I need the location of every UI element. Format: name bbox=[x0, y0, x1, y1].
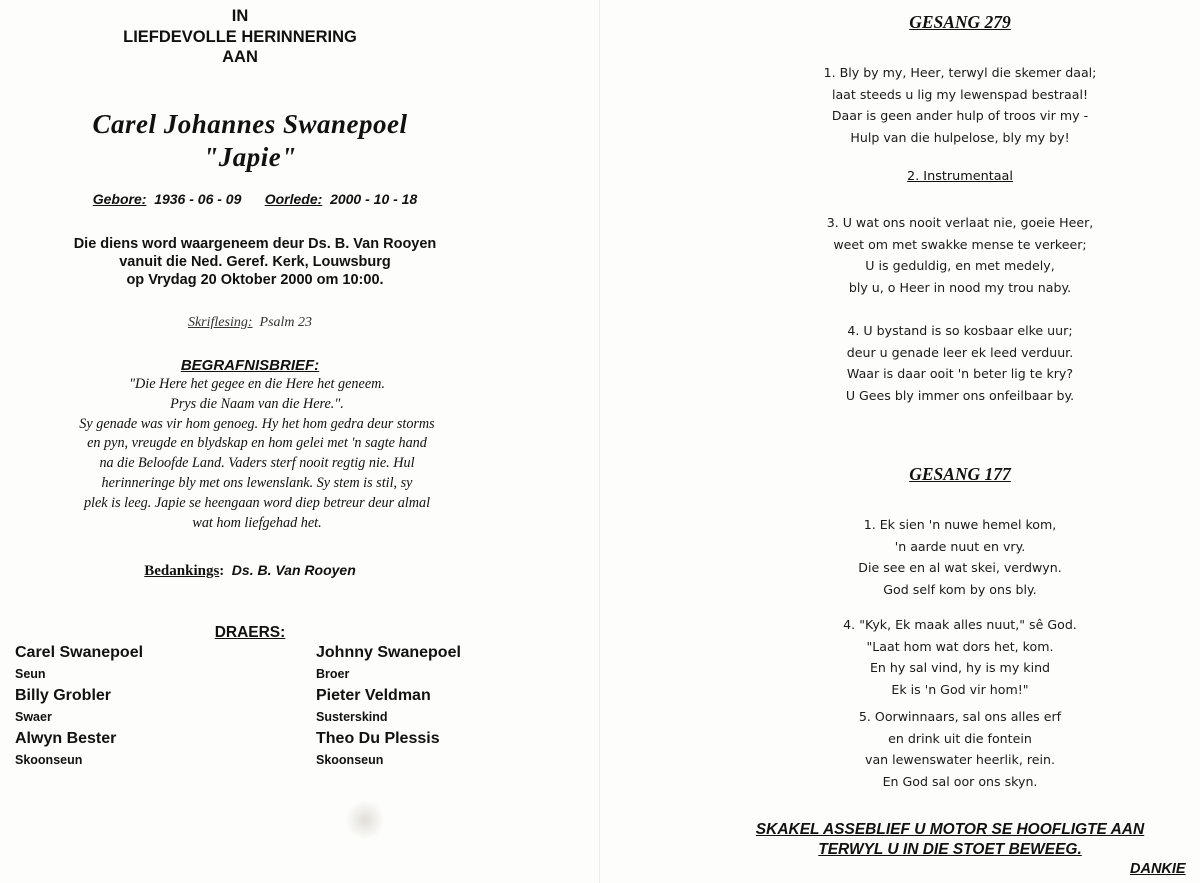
thanks-label: Bedankings bbox=[144, 563, 220, 579]
verse-line: 5. Oorwinnaars, sal ons alles erf bbox=[858, 709, 1062, 724]
verse-line: 4. "Kyk, Ek maak alles nuut," sê God. bbox=[843, 617, 1077, 632]
notice-line: TERWYL U IN DIE STOET BEWEEG. bbox=[818, 841, 1082, 858]
full-name: Carel Johannes Swanepoel bbox=[92, 109, 408, 139]
verse-line: Daar is geen ander hulp of troos vir my - bbox=[831, 108, 1089, 123]
thank-you-text: DANKIE bbox=[1130, 861, 1186, 877]
verse-line: 1. Bly by my, Heer, terwyl die skemer daal; bbox=[823, 65, 1097, 80]
right-page bbox=[600, 0, 1200, 883]
verse-line: 3. U wat ons nooit verlaat nie, goeie Heer, bbox=[826, 215, 1094, 230]
service-details bbox=[20, 235, 490, 289]
bearer-name: Theo Du Plessis bbox=[316, 730, 440, 747]
bearer-name: Alwyn Bester bbox=[15, 730, 117, 747]
verse-line: 4. U bystand is so kosbaar elke uur; bbox=[847, 323, 1073, 338]
verse-line: En hy sal vind, hy is my kind bbox=[869, 660, 1051, 675]
pallbearers-column-right bbox=[316, 642, 461, 771]
letter-line: Prys die Naam van die Here.". bbox=[170, 395, 344, 412]
instrumental-verse bbox=[840, 169, 1080, 184]
verse-line: Waar is daar ooit 'n beter lig te kry? bbox=[846, 366, 1074, 381]
bearer-relation: Skoonseun bbox=[15, 753, 83, 767]
born-label: Gebore: bbox=[92, 191, 147, 207]
letter-line: wat hom liefgehad het. bbox=[192, 514, 322, 531]
bearer-name: Pieter Veldman bbox=[316, 687, 431, 704]
paper-smudge bbox=[345, 800, 385, 840]
verse-line: U is geduldig, en met medely, bbox=[865, 258, 1055, 273]
life-dates bbox=[40, 191, 470, 207]
verse-line: Ek is 'n God vir hom!" bbox=[891, 681, 1029, 697]
bearer-name: Johnny Swanepoel bbox=[316, 644, 461, 661]
instrumental-label: 2. Instrumentaal bbox=[907, 169, 1013, 184]
letter-line: na die Beloofde Land. Vaders sterf nooit regtig nie. Hul bbox=[99, 455, 415, 472]
verse-line: "Laat hom wat dors het, kom. bbox=[866, 638, 1054, 654]
bearer-relation: Seun bbox=[15, 667, 46, 681]
letter-line: Sy genade was vir hom genoeg. Hy het hom gedra deur storms bbox=[79, 415, 435, 432]
hymn-177-verse-5 bbox=[780, 706, 1140, 792]
heading-line: AAN bbox=[222, 48, 258, 66]
born-date: 1936 - 06 - 09 bbox=[154, 191, 242, 207]
died-date: 2000 - 10 - 18 bbox=[330, 191, 418, 207]
died-label: Oorlede: bbox=[264, 191, 323, 207]
bearer-relation: Skoonseun bbox=[316, 753, 384, 767]
letter-line: en pyn, vreugde en blydskap en hom gelei met 'n sagte hand bbox=[87, 435, 427, 452]
verse-line: U Gees bly immer ons onfeilbaar by. bbox=[845, 387, 1075, 403]
hymn-279-title: GESANG 279 bbox=[909, 12, 1011, 32]
notice-line: SKAKEL ASSEBLIEF U MOTOR SE HOOFLIGTE AAN bbox=[755, 821, 1145, 838]
verse-line: Hulp van die hulpelose, bly my by! bbox=[850, 129, 1070, 145]
bearer-relation: Swaer bbox=[15, 710, 52, 724]
heading-line: IN bbox=[231, 7, 249, 25]
service-line: Die diens word waargeneem deur Ds. B. Van Rooyen bbox=[73, 236, 437, 252]
hymn-279-verse-4 bbox=[750, 320, 1170, 406]
memorial-heading bbox=[100, 6, 380, 68]
deceased-name bbox=[40, 108, 460, 174]
hymn-177-title: GESANG 177 bbox=[909, 464, 1011, 484]
thanks-value: Ds. B. Van Rooyen bbox=[231, 562, 356, 578]
letter-line: plek is leeg. Japie se heengaan word diep betreur deur almal bbox=[83, 494, 431, 511]
verse-line: deur u genade leer ek leed verduur. bbox=[846, 344, 1074, 360]
verse-line: bly u, o Heer in nood my trou naby. bbox=[848, 279, 1072, 295]
bearer-relation: Broer bbox=[316, 667, 350, 681]
letter-line: "Die Here het gegee en die Here het geneem. bbox=[129, 376, 385, 392]
headlights-notice bbox=[700, 820, 1200, 860]
scripture-reading bbox=[100, 315, 400, 331]
reading-label: Skriflesing: bbox=[187, 315, 253, 330]
verse-line: van lewenswater heerlik, rein. bbox=[865, 752, 1055, 767]
verse-line: Die see en al wat skei, verdwyn. bbox=[858, 560, 1062, 575]
heading-line: LIEFDEVOLLE HERINNERING bbox=[123, 27, 357, 46]
verse-line: 1. Ek sien 'n nuwe hemel kom, bbox=[863, 517, 1057, 532]
hymn-279-verse-1 bbox=[750, 62, 1170, 148]
funeral-letter-text bbox=[22, 375, 492, 533]
verse-line: En God sal oor ons skyn. bbox=[882, 773, 1038, 789]
hymn-279-verse-3 bbox=[750, 212, 1170, 298]
hymn-177-verse-1 bbox=[780, 514, 1140, 600]
verse-line: God self kom by ons bly. bbox=[883, 581, 1037, 597]
acknowledgements: Bedankings: Ds. B. Van Rooyen bbox=[144, 562, 356, 579]
nickname: "Japie" bbox=[203, 142, 297, 172]
letter-line: herinneringe bly met ons lewenslank. Sy stem is stil, sy bbox=[101, 474, 413, 491]
pallbearers-column-left bbox=[15, 642, 143, 771]
verse-line: en drink uit die fontein bbox=[888, 730, 1032, 746]
pallbearers-title: DRAERS: bbox=[214, 624, 286, 641]
funeral-letter-title: BEGRAFNISBRIEF: bbox=[180, 357, 320, 374]
bearer-relation: Susterskind bbox=[316, 710, 388, 724]
bearer-name: Carel Swanepoel bbox=[15, 644, 144, 661]
hymn-177-verse-4 bbox=[780, 614, 1140, 700]
bearer-name: Billy Grobler bbox=[15, 687, 112, 704]
verse-line: laat steeds u lig my lewenspad bestraal! bbox=[831, 86, 1089, 102]
reading-value: Psalm 23 bbox=[259, 315, 313, 330]
service-line: op Vrydag 20 Oktober 2000 om 10:00. bbox=[126, 272, 384, 288]
service-line: vanuit die Ned. Geref. Kerk, Louwsburg bbox=[119, 254, 391, 270]
verse-line: 'n aarde nuut en vry. bbox=[894, 538, 1026, 554]
verse-line: weet om met swakke mense te verkeer; bbox=[833, 236, 1087, 252]
